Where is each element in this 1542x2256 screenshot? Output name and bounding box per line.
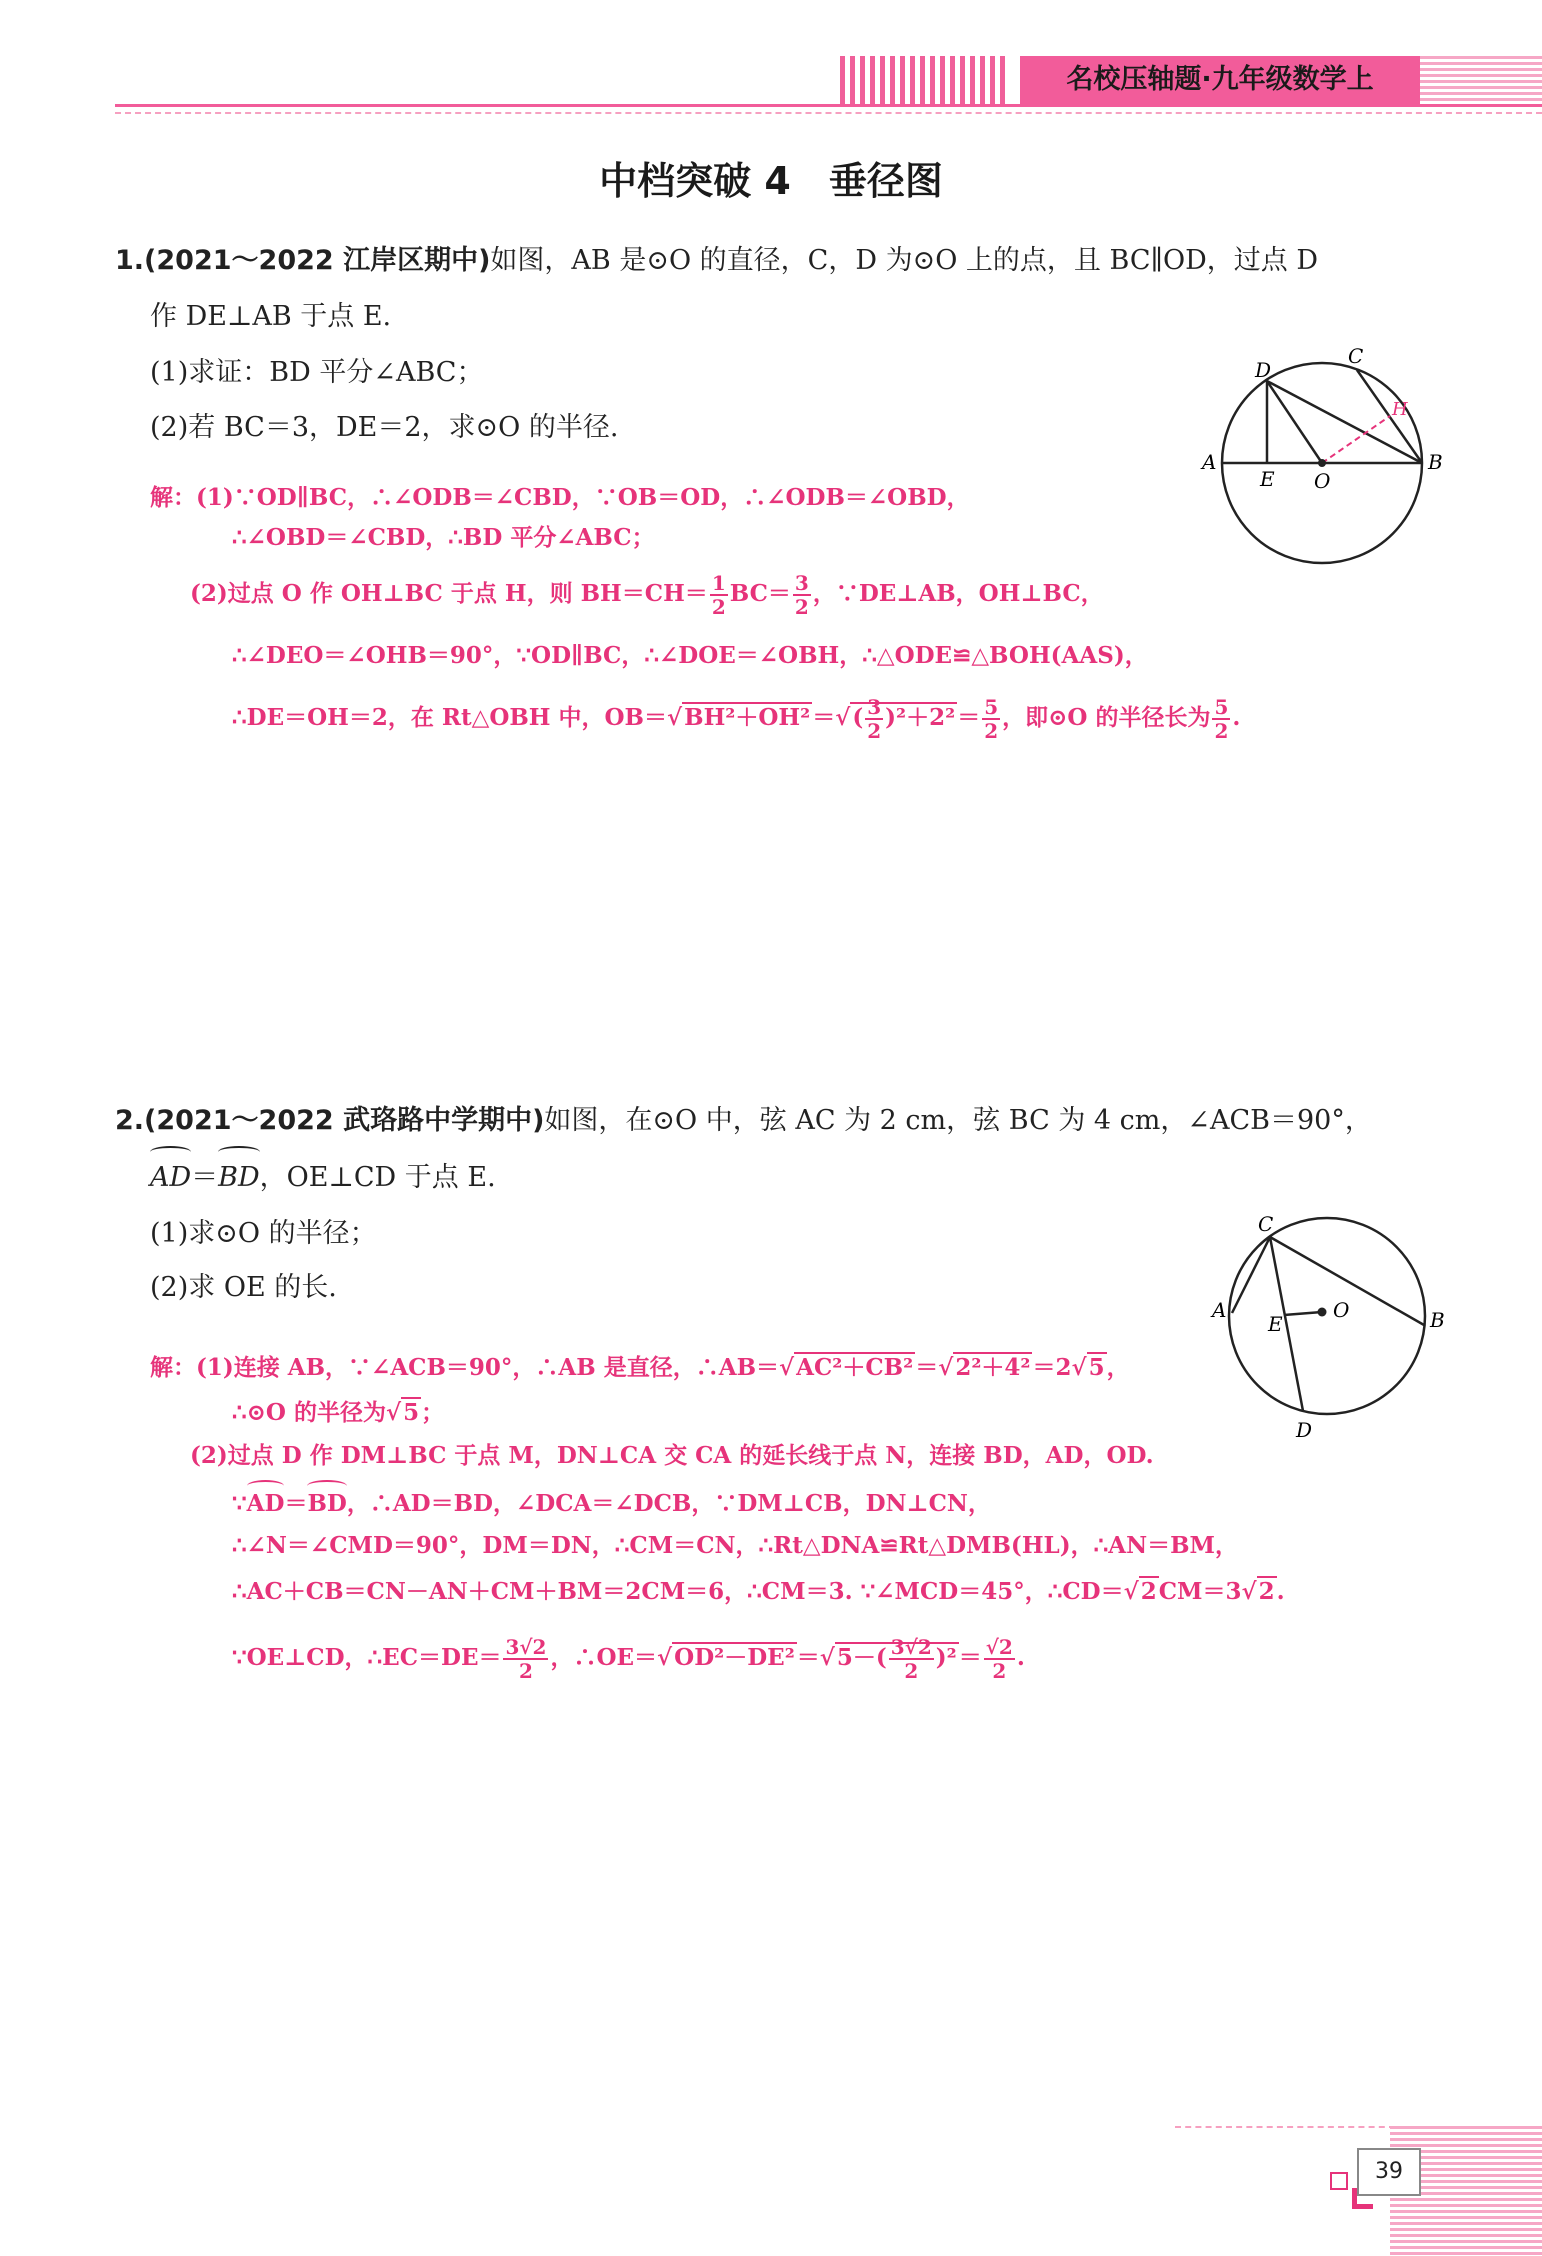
q2-sub2: (2)求 OE 的长. — [150, 1272, 337, 1303]
q1-sol-line5-e: . — [1232, 704, 1241, 731]
page-title: 中档突破 4 垂径图 — [599, 159, 943, 203]
header-right-stripes — [1420, 56, 1542, 104]
header-rule — [115, 104, 1542, 107]
q2-sqrt-2-4: 2²＋4² — [955, 1354, 1031, 1381]
q1-sol-line5-a: ∴DE＝OH＝2，在 Rt△OBH 中，OB＝ — [232, 704, 668, 731]
q2-sol-line1-d: ， — [1106, 1354, 1130, 1381]
frac-den: 2 — [794, 595, 809, 619]
frac-num: 3 — [867, 695, 882, 719]
q1-sol-line5: ∴DE＝OH＝2，在 Rt△OBH 中，OB＝√BH²＋OH²＝√( $\frac{3}{2}$ )²＋2²＝ $\frac{5}{2}$ ，即⊙O 的半径长为 $\frac{5}{2}$ . — [232, 695, 1241, 743]
q2-sqrt-big — [835, 1635, 959, 1683]
frac-den: 2 — [519, 1659, 533, 1683]
frac-num: √2 — [985, 1635, 1013, 1659]
frac-num: 5 — [1214, 695, 1229, 719]
q2-sol-line7-b: ，∴OE＝ — [550, 1644, 658, 1671]
frac-den: 2 — [867, 719, 882, 743]
frac-num: 3√2 — [505, 1635, 547, 1659]
q1-line1 — [115, 233, 1318, 289]
q2-sqrt-big-a: 5－( — [836, 1644, 887, 1671]
frac-num: 5 — [984, 695, 999, 719]
q2-sol-line1-c: ＝2 — [1032, 1354, 1072, 1381]
q1-sub2: (2)若 BC＝3，DE＝2，求⊙O 的半径. — [150, 412, 619, 443]
q1-label-h: H — [1392, 399, 1408, 420]
q1-label-e: E — [1260, 467, 1275, 491]
q2-sqrt-5: 5 — [1088, 1354, 1105, 1381]
q2-sol-line7-a: ∵OE⊥CD，∴EC＝DE＝ — [232, 1644, 502, 1671]
q2-sol-line6-b: CM＝3 — [1158, 1578, 1242, 1605]
q2-sol-line4-b: ，∴AD＝BD，∠DCA＝∠DCB，∵DM⊥CB，DN⊥CN， — [346, 1490, 991, 1517]
q2-sol-line7-d: ＝ — [958, 1644, 982, 1671]
frac-num: 3√2 — [890, 1635, 932, 1659]
q2-sol-line6: ∴AC＋CB＝CN－AN＋CM＋BM＝2CM＝6，∴CM＝3. ∵∠MCD＝45°，∴CD＝√2CM＝3√2. — [232, 1578, 1285, 1605]
q2-sol-arc-ad: AD — [247, 1484, 285, 1524]
q2-circle-figure — [1200, 1205, 1460, 1445]
q2-arc-ad: AD — [150, 1150, 191, 1206]
q2-number: 2. — [115, 1105, 145, 1136]
q2-label-e: E — [1268, 1312, 1283, 1336]
q1-sol-line5-d: ，即⊙O 的半径长为 — [1002, 704, 1211, 731]
q2-label-a: A — [1212, 1298, 1227, 1322]
q2-sol-line2: ∴⊙O 的半径为√5； — [232, 1399, 445, 1426]
q1-frac-3-2 — [793, 572, 811, 618]
frac-den: 2 — [992, 1659, 1007, 1683]
q2-sub1: (1)求⊙O 的半径； — [150, 1218, 377, 1249]
q2-sqrt-ac-cb: AC²＋CB² — [796, 1354, 914, 1381]
q1-label-c: C — [1348, 345, 1364, 368]
q2-arc-bd: BD — [218, 1150, 260, 1206]
q2-source: (2021～2022 武珞路中学期中) — [144, 1105, 545, 1136]
frac-num: 1 — [711, 571, 726, 595]
header-dashed-rule — [115, 112, 1542, 114]
q2-frac-3r2-2b — [889, 1636, 934, 1682]
q1-label-b: B — [1428, 450, 1443, 474]
page-square-decoration — [1330, 2172, 1348, 2190]
q2-sqrt-2: 2 — [1140, 1578, 1157, 1605]
q1-label-o: O — [1314, 469, 1331, 493]
q2-sol-line3: (2)过点 D 作 DM⊥BC 于点 M，DN⊥CA 交 CA 的延长线于点 N，连接 BD，AD，OD. — [190, 1442, 1154, 1469]
q2-sol-line2-b: ； — [421, 1399, 445, 1426]
q1-sqrt2: ( $\frac{3}{2}$ )²＋2² — [852, 695, 956, 743]
q1-frac-half — [710, 572, 728, 618]
frac-num: 3 — [794, 571, 809, 595]
q2-sol-line6-a: ∴AC＋CB＝CN－AN＋CM＋BM＝2CM＝6，∴CM＝3. ∵∠MCD＝45°，∴CD＝ — [232, 1578, 1124, 1605]
q2-label-b: B — [1430, 1308, 1445, 1332]
q2-sol-line7: ∵OE⊥CD，∴EC＝DE＝ $\frac{3√2}{2}$ ，∴OE＝√OD²－DE²＝√5－( $\frac{3√2}{2}$ )²＝ $\frac{√2}{2}$ . — [232, 1635, 1025, 1683]
q1-source: (2021～2022 江岸区期中) — [144, 245, 491, 276]
header-stripes — [840, 56, 1010, 104]
q2-line1 — [115, 1093, 1372, 1149]
q2-sol-line1-a: 解：(1)连接 AB，∵∠ACB＝90°，∴AB 是直径，∴AB＝ — [150, 1354, 780, 1381]
q2-stem-line1: 如图，在⊙O 中，弦 AC 为 2 cm，弦 BC 为 4 cm，∠ACB＝90°， — [544, 1105, 1372, 1136]
frac-den: 2 — [711, 595, 726, 619]
q2-sol-line1: 解：(1)连接 AB，∵∠ACB＝90°，∴AB 是直径，∴AB＝√AC²＋CB²＝√2²＋4²＝2√5， — [150, 1354, 1130, 1381]
q2-label-o: O — [1333, 1298, 1350, 1322]
q1-frac-3-2b — [865, 696, 883, 742]
q2-sol-arc-bd: BD — [307, 1484, 346, 1524]
q1-frac-5-2b — [1212, 696, 1230, 742]
q1-number: 1. — [115, 245, 145, 276]
q1-sol-line4: ∴∠DEO＝∠OHB＝90°，∵OD∥BC，∴∠DOE＝∠OBH，∴△ODE≌△BOH(AAS)， — [232, 642, 1148, 669]
q2-eq: ＝ — [191, 1162, 219, 1193]
q2-frac-r2-2 — [984, 1636, 1015, 1682]
header-text: 名校压轴题·九年级数学上 — [1066, 64, 1374, 95]
q2-sol-line7-c: ＝ — [796, 1644, 820, 1671]
q1-sol-line3-a: (2)过点 O 作 OH⊥BC 于点 H，则 BH＝CH＝ — [190, 580, 708, 607]
q1-sol-line3-b: BC＝ — [729, 580, 791, 607]
q2-sol-line2-a: ∴⊙O 的半径为 — [232, 1399, 386, 1426]
q2-sqrt-od-de: OD²－DE² — [674, 1644, 795, 1671]
q1-frac-5-2 — [982, 696, 1000, 742]
q2-sqrt-5b: 5 — [403, 1399, 420, 1426]
q1-sol-line5-c: ＝ — [957, 704, 981, 731]
q2-sol-line1-b: ＝ — [915, 1354, 939, 1381]
q1-sol-line2: ∴∠OBD＝∠CBD，∴BD 平分∠ABC； — [232, 524, 655, 551]
q1-label-d: D — [1255, 358, 1272, 382]
q2-frac-3r2-2 — [503, 1636, 548, 1682]
frac-den: 2 — [904, 1659, 919, 1683]
q1-sqrt1: BH²＋OH² — [684, 704, 811, 731]
page-number: 39 — [1357, 2148, 1421, 2196]
q2-sqrt-big-b: )² — [935, 1644, 957, 1671]
q2-label-c: C — [1258, 1212, 1274, 1236]
q2-sol-line4 — [232, 1484, 991, 1524]
frac-den: 2 — [1214, 719, 1229, 743]
q1-sqrt2-rest: )²＋2² — [885, 704, 956, 731]
q1-stem-line2: 作 DE⊥AB 于点 E. — [150, 301, 392, 332]
q1-sol-line3 — [190, 572, 1104, 618]
q2-stem-line2 — [150, 1150, 496, 1206]
q2-sol-line5: ∴∠N＝∠CMD＝90°，DM＝DN，∴CM＝CN，∴Rt△DNA≌Rt△DMB(HL)，∴AN＝BM， — [232, 1532, 1239, 1559]
q2-sol-line4-a: ∵ — [232, 1490, 247, 1517]
q1-circle-figure — [1200, 345, 1460, 575]
q1-stem-line1: 如图，AB 是⊙O 的直径，C，D 为⊙O 上的点，且 BC∥OD，过点 D — [490, 245, 1318, 276]
frac-den: 2 — [984, 719, 999, 743]
footer-dashed-rule — [1175, 2126, 1395, 2128]
q2-label-d: D — [1296, 1418, 1313, 1442]
q1-sub1: (1)求证：BD 平分∠ABC； — [150, 357, 484, 388]
q1-sol-line3-c: ，∵DE⊥AB，OH⊥BC， — [812, 580, 1104, 607]
q1-sol-line5-b: ＝ — [812, 704, 836, 731]
q1-sol-line1: 解：(1)∵OD∥BC，∴∠ODB＝∠CBD，∵OB＝OD，∴∠ODB＝∠OBD， — [150, 484, 970, 511]
q2-sqrt-2b: 2 — [1258, 1578, 1275, 1605]
q2-sol-eq: ＝ — [284, 1490, 308, 1517]
q1-label-a: A — [1202, 450, 1217, 474]
q2-stem-line2-rest: ，OE⊥CD 于点 E. — [259, 1162, 496, 1193]
q2-sol-line7-e: . — [1016, 1644, 1025, 1671]
q2-sol-line6-c: . — [1276, 1578, 1285, 1605]
